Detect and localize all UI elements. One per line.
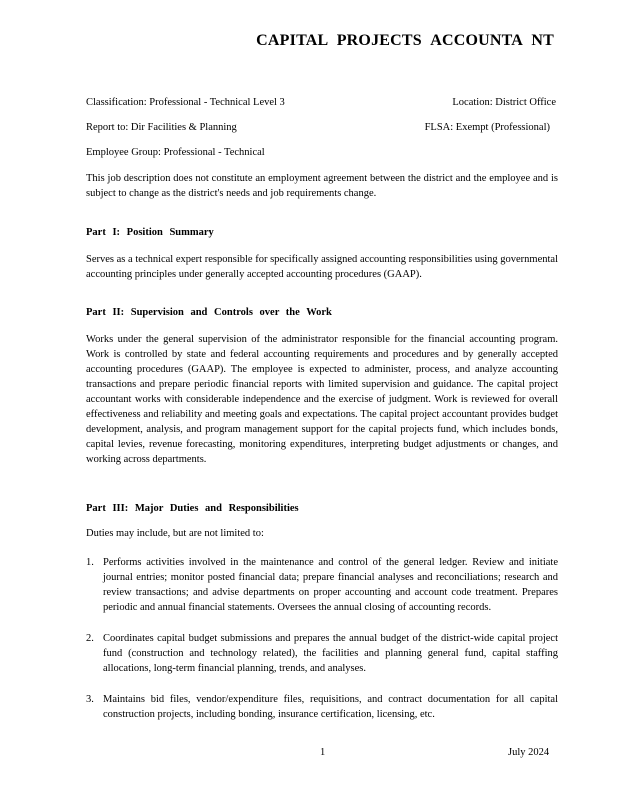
duty-item: [86, 555, 558, 615]
duties-list: [86, 555, 558, 722]
document-title: CAPITAL PROJECTS ACCOUNTA NT: [256, 32, 554, 49]
duty-number: 3.: [86, 694, 94, 705]
duty-text: Performs activities involved in the maintenance and control of the general ledger. Review and initiate journal entries; monitor posted financial data; prepare financial analyses and reconciliations; research and review transactions; and advise departments on proper accounting and account code treatment. Prepares periodic and annual financial statements. Oversees the annual closing of accounting records.: [103, 557, 558, 613]
part1-heading: Part I: Position Summary: [86, 227, 214, 238]
classification-field: Classification: Professional - Technical Level 3: [86, 97, 285, 108]
location-field: Location: District Office: [452, 97, 556, 108]
page-number: 1: [320, 747, 326, 758]
part2-heading: Part II: Supervision and Controls over the Work: [86, 307, 332, 318]
meta-row-3: [86, 147, 556, 158]
duty-text: Coordinates capital budget submissions and prepares the annual budget of the district-wide capital project fund (construction and technology related), the facilities and planning general fund, capital staffing allocations, long-term financial planning, trends, and analyses.: [103, 633, 558, 674]
duty-number: 1.: [86, 557, 94, 568]
part1-paragraph: Serves as a technical expert responsible for specifically assigned accounting responsibilities using governmental accounting principles under generally accepted accounting procedures (GAAP).: [86, 254, 558, 280]
employee-group-field: Employee Group: Professional - Technical: [86, 147, 265, 158]
duty-item: [86, 631, 558, 676]
part3-heading: Part III: Major Duties and Responsibilities: [86, 503, 299, 514]
report-to-field: Report to: Dir Facilities & Planning: [86, 122, 237, 133]
meta-row-1: [86, 97, 556, 108]
part2-paragraph: Works under the general supervision of the administrator responsible for the financial accounting program. Work is controlled by state and federal accounting requirements and procedures and by generally accepted accounting procedures (GAAP). The employee is expected to administer, process, and analyze accounting transactions and prepare periodic financial reports with limited supervision and guidance. The capital project accountant works with considerable independence and the exercise of judgment. Work is reviewed for overall effectiveness and reliability and meeting goals and expectations. The capital project accountant provides budget development, analysis, and program management support for the capital projects fund, which includes bonds, capital levies, revenue forecasting, monitoring expenditures, interpreting budget adjustments or changes, and working across departments.: [86, 334, 558, 465]
duty-number: 2.: [86, 633, 94, 644]
duty-text: Maintains bid files, vendor/expenditure files, requisitions, and contract documentation for all capital construction projects, including bonding, insurance certification, licensing, etc.: [103, 694, 558, 720]
flsa-field: FLSA: Exempt (Professional): [424, 122, 550, 133]
disclaimer-paragraph: This job description does not constitute an employment agreement between the district and the employee and is subject to change as the district's needs and job requirements change.: [86, 173, 558, 199]
part3-intro: Duties may include, but are not limited to:: [86, 528, 264, 539]
duty-item: [86, 692, 558, 722]
meta-row-2: [86, 122, 556, 133]
footer-date: July 2024: [508, 747, 550, 758]
